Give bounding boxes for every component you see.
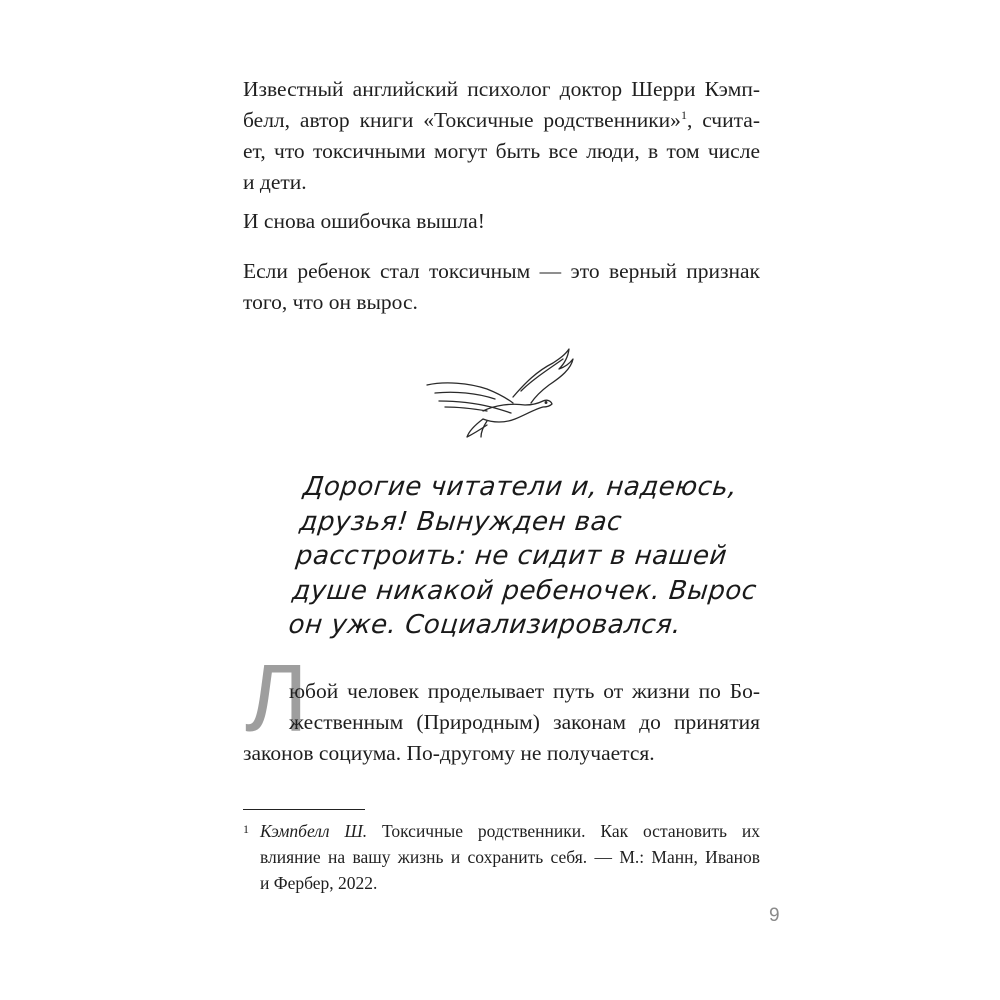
footnote-line [260, 818, 760, 844]
text-line: юбой человек проделывает путь от жизни по Бо- [289, 679, 760, 703]
text-line: того, что он вырос. [243, 290, 418, 314]
text-line [243, 105, 760, 136]
text-line: жественным (Природным) законам до принятия [289, 710, 760, 734]
handwritten-line: Дорогие читатели и, надеюсь, [301, 472, 739, 502]
text-line: И снова ошибочка вышла! [243, 209, 485, 233]
paragraph-toxic-child [243, 256, 760, 318]
paragraph-campbell [243, 74, 760, 198]
footnote-line: и Фербер, 2022. [260, 873, 378, 893]
footnote-reference[interactable]: 1 [680, 107, 687, 122]
drop-cap-letter: Л [245, 645, 308, 752]
page-number: 9 [769, 905, 780, 926]
text-line: Если ребенок стал токсичным — это верный признак [243, 259, 760, 283]
handwritten-line: душе никакой ребеночек. Вырос [290, 575, 759, 606]
text-line-part: белл, автор книги «Токсичные родственники» [243, 108, 681, 132]
handwritten-note [287, 470, 759, 643]
text-line: ет, что токсичными могут быть все люди, в том числе [243, 139, 760, 163]
paragraph-society [243, 676, 760, 769]
handwritten-line: он уже. Социализировался. [287, 610, 683, 640]
footnote-line: влияние на вашу жизнь и сохранить себя. — М.: Манн, Иванов [260, 847, 760, 867]
footnote-divider [243, 809, 365, 810]
footnote-author: Кэмпбелл Ш. [260, 821, 368, 841]
bird-line-drawing-icon [425, 345, 585, 440]
handwritten-line: друзья! Вынужден вас [298, 506, 624, 537]
handwritten-line: расстроить: не сидит в нашей [294, 541, 729, 571]
footnote [243, 818, 760, 896]
footnote-body [260, 818, 760, 896]
text-line-part: , счита- [686, 108, 760, 132]
text-line: Известный английский психолог доктор Шерри Кэмп- [243, 77, 760, 101]
footnote-text: Токсичные родственники. Как остановить их [367, 821, 760, 841]
footnote-mark: 1 [243, 822, 249, 836]
text-line: и дети. [243, 170, 307, 194]
text-line: законов социума. По-другому не получается. [243, 741, 655, 765]
paragraph-mistake [243, 206, 760, 237]
